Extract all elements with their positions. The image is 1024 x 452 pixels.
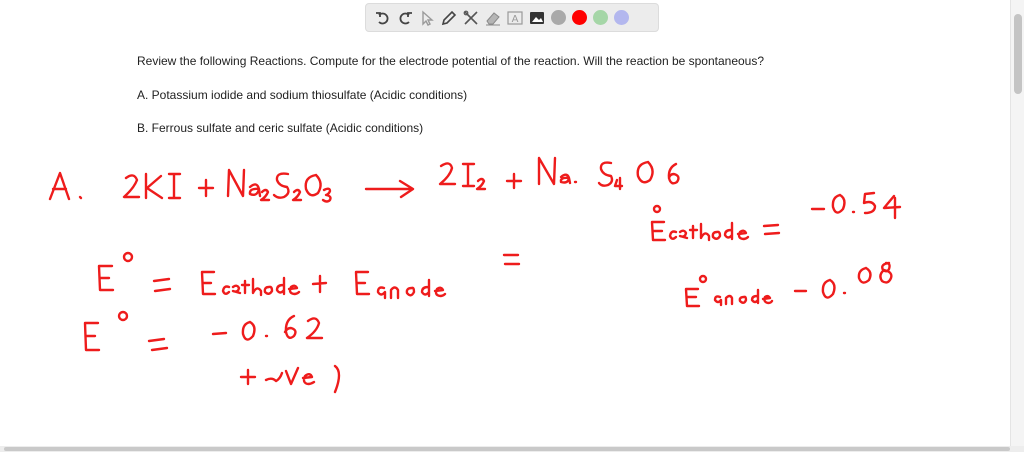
ink-stroke-result-equals: [149, 339, 167, 350]
ink-stroke-reactant-2: [124, 175, 139, 197]
ink-stroke-sub-2b: [293, 190, 301, 200]
ink-stroke-formula-equals: [154, 279, 170, 291]
ink-stroke-formula-plus: [313, 276, 326, 292]
ink-stroke-formula-degree: [124, 253, 132, 261]
ink-stroke-cathode-word: [670, 223, 748, 240]
ink-stroke-equals-middle: [504, 255, 519, 264]
ink-stroke-equals-cathode: [764, 225, 779, 234]
ink-stroke-anode-word: [715, 290, 772, 305]
horizontal-scrollbar[interactable]: [0, 446, 1024, 452]
problem-question: Review the following Reactions. Compute for the electrode potential of the reaction. Will the reaction be spontaneous?: [137, 54, 765, 68]
ink-stroke-product-6: [669, 164, 679, 183]
ink-stroke-plus-2: [507, 174, 521, 188]
ink-stroke-plus-1: [199, 180, 213, 196]
ink-stroke-result-e: [85, 323, 99, 350]
ink-stroke-result-degree: [119, 312, 127, 320]
ink-stroke-product-i: [463, 164, 474, 186]
ink-stroke-sub-2c: [477, 179, 485, 189]
ink-stroke-s: [274, 174, 288, 198]
horizontal-scrollbar-thumb[interactable]: [4, 447, 1010, 451]
text-box-glyph: A: [511, 13, 519, 25]
ink-stroke-formula-ecathode: [202, 272, 215, 294]
ink-stroke-arrow: [366, 181, 413, 197]
vertical-scrollbar-thumb[interactable]: [1014, 14, 1022, 94]
ink-stroke-formula-eanode: [356, 272, 369, 294]
ink-stroke-e-cathode: [652, 222, 665, 240]
ink-stroke-formula-e: [99, 266, 113, 290]
ink-stroke-degree-anode: [700, 276, 706, 282]
ink-stroke-product-s: [599, 163, 612, 186]
ink-stroke-reactant-k: [146, 174, 162, 198]
problem-option-a: A. Potassium iodide and sodium thiosulfate (Acidic conditions): [137, 88, 468, 102]
ink-stroke-sign-note: [241, 366, 339, 392]
ink-stroke-formula-cathode-word: [223, 278, 299, 295]
ink-stroke-product-na: [539, 158, 576, 184]
ink-stroke-na: [228, 170, 260, 196]
ink-stroke-value-anode: [795, 263, 891, 298]
ink-stroke-result-value: [213, 316, 322, 340]
ink-stroke-sub-3: [323, 189, 331, 202]
problem-option-b: B. Ferrous sulfate and ceric sulfate (Acidic conditions): [137, 121, 424, 135]
ink-stroke-sub-4: [615, 178, 622, 189]
vertical-scrollbar[interactable]: [1010, 0, 1024, 446]
ink-stroke-e-anode: [686, 289, 699, 306]
ink-stroke-o: [306, 175, 321, 195]
ink-stroke-formula-anode-word: [378, 280, 445, 298]
ink-stroke-value-cathode: [812, 193, 900, 218]
ink-stroke-product-o: [638, 162, 653, 182]
ink-stroke-sub-2a: [261, 190, 269, 200]
ink-stroke-degree-cathode: [654, 206, 660, 212]
ink-stroke-product-2: [440, 163, 455, 184]
ink-stroke-reactant-i: [169, 174, 180, 198]
ink-stroke-label-a: [50, 173, 81, 199]
